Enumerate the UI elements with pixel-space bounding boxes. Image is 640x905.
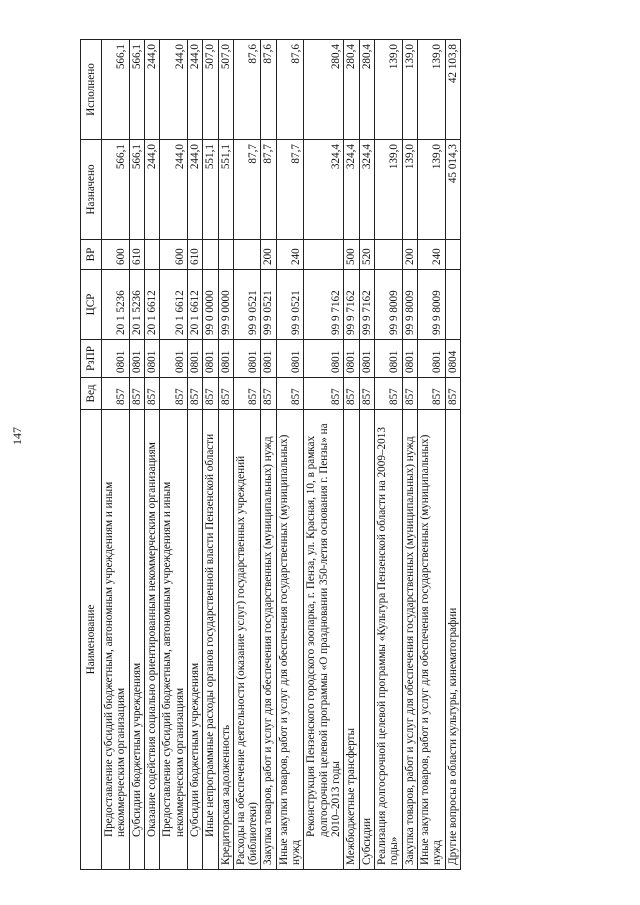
row-vr: 600 — [102, 240, 130, 270]
row-executed: 139,0 — [417, 40, 445, 140]
row-rzpr: 0801 — [344, 340, 359, 378]
row-vr — [233, 240, 261, 270]
row-assigned: 324,4 — [304, 140, 344, 240]
row-vr: 520 — [359, 240, 374, 270]
row-assigned: 139,0 — [417, 140, 445, 240]
row-csr: 99 9 8009 — [374, 270, 402, 340]
row-csr: 99 9 0521 — [233, 270, 261, 340]
row-name: Реконструкция Пензенского городского зоопарка, г. Пенза, ул. Красная, 10, в рамках долгосрочной целевой программы «О праздновании 350-летия основания г. Пензы» на 2010–2013 годы — [304, 410, 344, 870]
row-executed: 139,0 — [374, 40, 402, 140]
header-vr: ВР — [81, 240, 102, 270]
row-rzpr: 0801 — [218, 340, 233, 378]
table-row — [417, 40, 445, 870]
row-vr — [304, 240, 344, 270]
row-name: Субсидии — [359, 410, 374, 870]
row-csr: 99 0 0000 — [203, 270, 218, 340]
row-name: Межбюджетные трансферты — [344, 410, 359, 870]
header-name: Наименование — [81, 410, 102, 870]
row-csr: 20 1 5236 — [102, 270, 130, 340]
row-executed: 280,4 — [359, 40, 374, 140]
row-csr — [445, 270, 460, 340]
row-executed: 87,6 — [233, 40, 261, 140]
row-vr: 610 — [129, 240, 144, 270]
row-assigned: 324,4 — [359, 140, 374, 240]
row-rzpr: 0801 — [187, 340, 202, 378]
row-vr: 600 — [160, 240, 188, 270]
table-row — [445, 40, 460, 870]
row-assigned: 87,7 — [261, 140, 276, 240]
row-ved: 857 — [187, 378, 202, 410]
table-row — [144, 40, 159, 870]
row-name: Иные закупки товаров, работ и услуг для обеспечения государственных (муниципальных) нужд — [417, 410, 445, 870]
row-rzpr: 0801 — [402, 340, 417, 378]
row-csr: 99 9 7162 — [304, 270, 344, 340]
row-executed: 507,0 — [218, 40, 233, 140]
header-rzpr: РзПР — [81, 340, 102, 378]
row-csr: 99 9 7162 — [344, 270, 359, 340]
row-assigned: 324,4 — [344, 140, 359, 240]
row-assigned: 139,0 — [374, 140, 402, 240]
row-vr — [203, 240, 218, 270]
row-executed: 280,4 — [304, 40, 344, 140]
row-rzpr: 0804 — [445, 340, 460, 378]
row-name: Иные закупки товаров, работ и услуг для обеспечения государственных (муниципальных) нужд — [276, 410, 304, 870]
row-csr: 99 9 7162 — [359, 270, 374, 340]
row-csr: 99 9 0521 — [261, 270, 276, 340]
header-executed: Исполнено — [81, 40, 102, 140]
table-row — [203, 40, 218, 870]
row-ved: 857 — [218, 378, 233, 410]
row-executed: 566,1 — [129, 40, 144, 140]
row-csr: 99 9 8009 — [402, 270, 417, 340]
row-executed: 566,1 — [102, 40, 130, 140]
row-name: Закупка товаров, работ и услуг для обеспечения государственных (муниципальных) нужд — [261, 410, 276, 870]
row-ved: 857 — [160, 378, 188, 410]
row-ved: 857 — [304, 378, 344, 410]
row-vr: 500 — [344, 240, 359, 270]
row-executed: 42 103,8 — [445, 40, 460, 140]
row-name: Реализация долгосрочной целевой программы «Культура Пензенской области на 2009–2013 годы» — [374, 410, 402, 870]
row-rzpr: 0801 — [304, 340, 344, 378]
row-assigned: 87,7 — [233, 140, 261, 240]
row-vr: 200 — [402, 240, 417, 270]
row-vr — [445, 240, 460, 270]
header-ved: Вед — [81, 378, 102, 410]
table-row — [218, 40, 233, 870]
table-row — [344, 40, 359, 870]
row-ved: 857 — [417, 378, 445, 410]
row-assigned: 551,1 — [218, 140, 233, 240]
table-row — [129, 40, 144, 870]
row-executed: 87,6 — [261, 40, 276, 140]
header-assigned: Назначено — [81, 140, 102, 240]
row-assigned: 244,0 — [160, 140, 188, 240]
row-rzpr: 0801 — [261, 340, 276, 378]
row-rzpr: 0801 — [374, 340, 402, 378]
row-name: Другие вопросы в области культуры, кинематографии — [445, 410, 460, 870]
table-row — [187, 40, 202, 870]
row-csr: 99 9 8009 — [417, 270, 445, 340]
row-ved: 857 — [203, 378, 218, 410]
row-assigned: 139,0 — [402, 140, 417, 240]
row-name: Субсидии бюджетным учреждениям — [187, 410, 202, 870]
row-csr: 99 9 0521 — [276, 270, 304, 340]
header-csr: ЦСР — [81, 270, 102, 340]
row-ved: 857 — [445, 378, 460, 410]
row-vr — [218, 240, 233, 270]
row-ved: 857 — [276, 378, 304, 410]
row-assigned: 551,1 — [203, 140, 218, 240]
row-ved: 857 — [402, 378, 417, 410]
row-csr: 20 1 6612 — [160, 270, 188, 340]
row-executed: 244,0 — [160, 40, 188, 140]
row-name: Предоставление субсидий бюджетным, автономным учреждениям и иным некоммерческим организациям — [102, 410, 130, 870]
table-row — [374, 40, 402, 870]
row-ved: 857 — [344, 378, 359, 410]
row-csr: 99 9 0000 — [218, 270, 233, 340]
row-csr: 20 1 6612 — [187, 270, 202, 340]
table-row — [102, 40, 130, 870]
row-assigned: 566,1 — [129, 140, 144, 240]
table-header-row — [81, 40, 102, 870]
row-vr: 240 — [276, 240, 304, 270]
row-executed: 139,0 — [402, 40, 417, 140]
row-csr: 20 1 5236 — [129, 270, 144, 340]
row-ved: 857 — [374, 378, 402, 410]
row-executed: 87,6 — [276, 40, 304, 140]
row-assigned: 244,0 — [187, 140, 202, 240]
row-assigned: 87,7 — [276, 140, 304, 240]
row-rzpr: 0801 — [276, 340, 304, 378]
row-ved: 857 — [359, 378, 374, 410]
row-assigned: 45 014,3 — [445, 140, 460, 240]
table-row — [233, 40, 261, 870]
row-name: Иные непрограммные расходы органов государственной власти Пензенской области — [203, 410, 218, 870]
row-assigned: 244,0 — [144, 140, 159, 240]
table-row — [304, 40, 344, 870]
rotated-page-content — [80, 40, 560, 870]
row-name: Расходы на обеспечение деятельности (оказание услуг) государственных учреждений (библиотеки) — [233, 410, 261, 870]
row-vr — [144, 240, 159, 270]
table-row — [402, 40, 417, 870]
row-name: Субсидии бюджетным учреждениям — [129, 410, 144, 870]
row-vr: 200 — [261, 240, 276, 270]
row-name: Закупка товаров, работ и услуг для обеспечения государственных (муниципальных) нужд — [402, 410, 417, 870]
row-csr: 20 1 6612 — [144, 270, 159, 340]
row-ved: 857 — [144, 378, 159, 410]
row-assigned: 566,1 — [102, 140, 130, 240]
row-ved: 857 — [129, 378, 144, 410]
row-rzpr: 0801 — [203, 340, 218, 378]
row-ved: 857 — [261, 378, 276, 410]
table-row — [160, 40, 188, 870]
table-row — [261, 40, 276, 870]
row-name: Кредиторская задолженность — [218, 410, 233, 870]
row-vr — [374, 240, 402, 270]
row-name: Оказание содействия социально ориентированным некоммерческим организациям — [144, 410, 159, 870]
row-rzpr: 0801 — [160, 340, 188, 378]
row-rzpr: 0801 — [144, 340, 159, 378]
row-name: Предоставление субсидий бюджетным, автономным учреждениям и иным некоммерческим организациям — [160, 410, 188, 870]
row-rzpr: 0801 — [102, 340, 130, 378]
row-rzpr: 0801 — [233, 340, 261, 378]
row-rzpr: 0801 — [129, 340, 144, 378]
row-executed: 280,4 — [344, 40, 359, 140]
row-executed: 507,0 — [203, 40, 218, 140]
table-row — [276, 40, 304, 870]
row-rzpr: 0801 — [417, 340, 445, 378]
row-executed: 244,0 — [187, 40, 202, 140]
table-row — [359, 40, 374, 870]
row-vr: 610 — [187, 240, 202, 270]
row-vr: 240 — [417, 240, 445, 270]
row-executed: 244,0 — [144, 40, 159, 140]
page-number: 147 — [10, 427, 24, 445]
row-ved: 857 — [233, 378, 261, 410]
row-ved: 857 — [102, 378, 130, 410]
row-rzpr: 0801 — [359, 340, 374, 378]
budget-table — [80, 39, 461, 870]
